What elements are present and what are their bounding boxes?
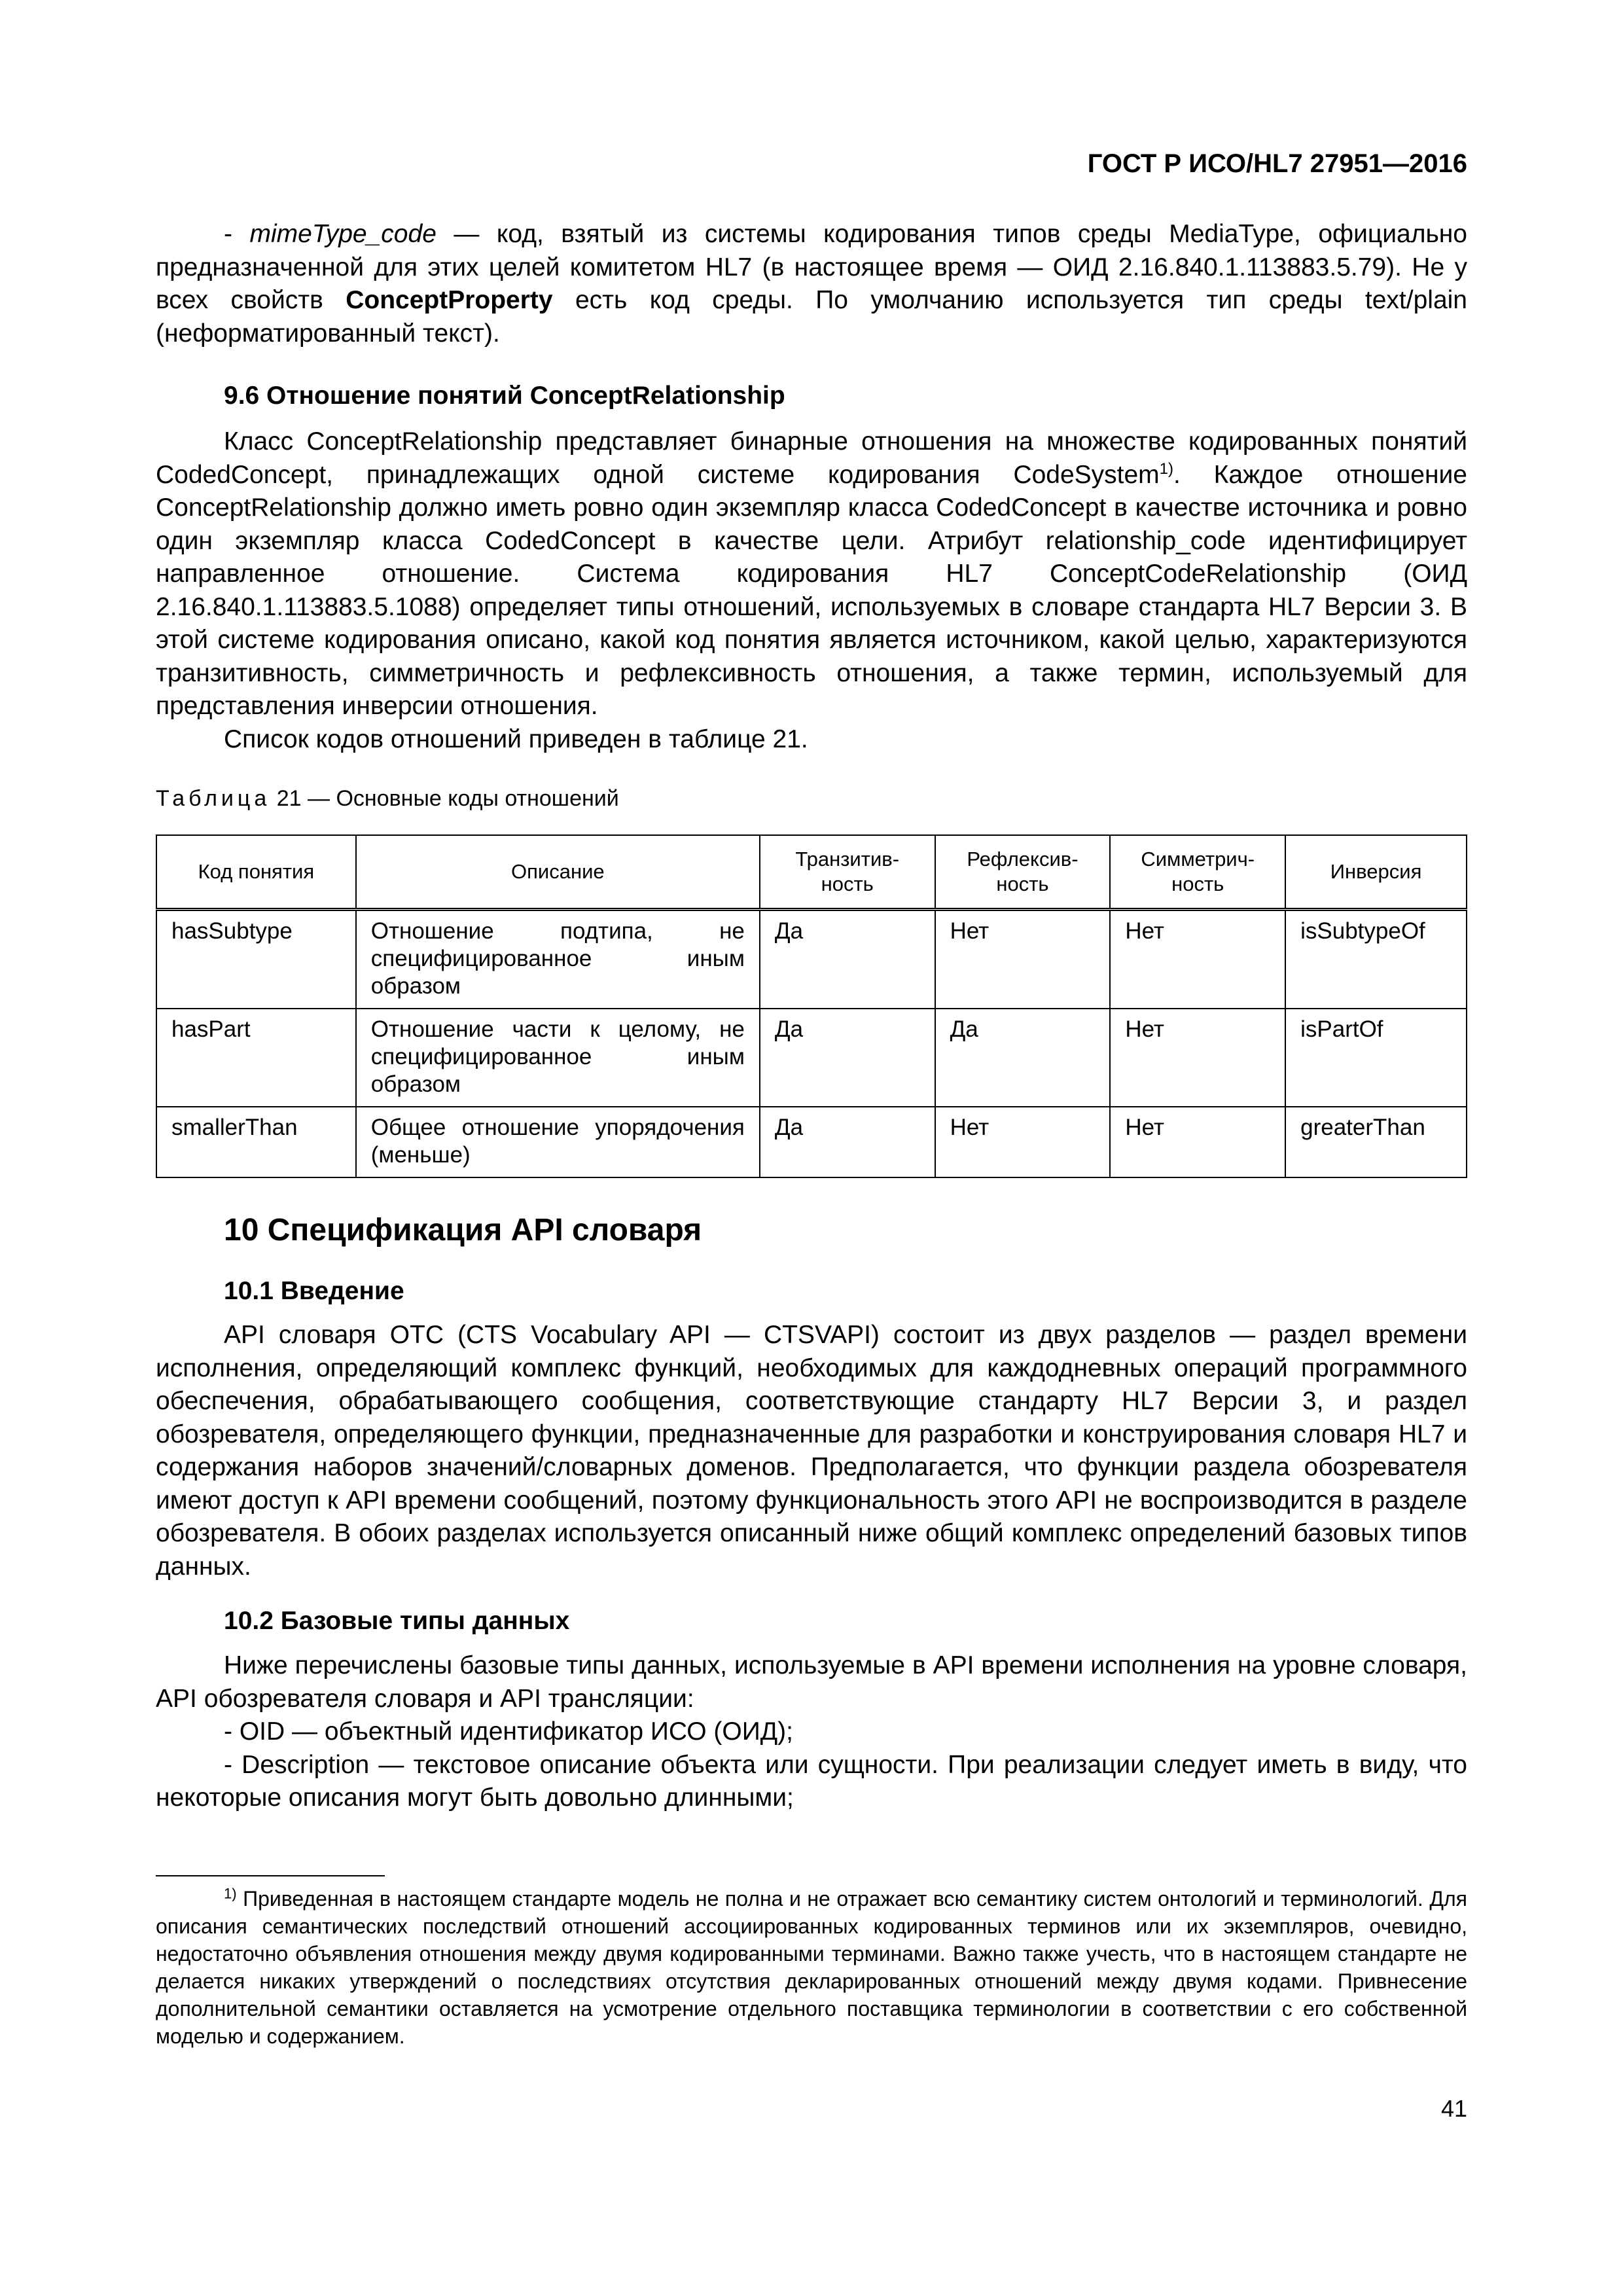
relationship-codes-table: [156, 834, 1467, 1178]
header-reflexivity: Рефлексив-ность: [935, 835, 1111, 910]
header-transitivity: Транзитив-ность: [760, 835, 935, 910]
section-9-6-list-ref: Список кодов отношений приведен в таблице 21.: [224, 725, 808, 753]
list-item: - Description — текстовое описание объекта или сущности. При реализации следует иметь в виду, что некоторые описания могут быть довольно длинными;: [156, 1750, 1467, 1812]
list-item: - OID — объектный идентификатор ИСО (ОИД);: [224, 1717, 793, 1746]
cell-description: Отношение части к целому, не специфицированное иным образом: [356, 1009, 760, 1107]
cell-transitivity: Да: [760, 1009, 935, 1107]
cell-symmetry: Нет: [1110, 910, 1285, 1009]
cell-transitivity: Да: [760, 910, 935, 1009]
intro-text-2: есть код среды. По умолчанию используется тип среды text/plain (неформатированный текст).: [156, 286, 1467, 348]
intro-term: mimeType_code: [249, 220, 437, 248]
cell-description: Отношение подтипа, не специфицированное иным образом: [356, 910, 760, 1009]
section-10-2-title: 10.2 Базовые типы данных: [224, 1607, 570, 1635]
footnote: [156, 1885, 1467, 2050]
section-10-2-paragraph: Ниже перечислены базовые типы данных, используемые в API времени исполнения на уровне словаря, API обозревателя словаря и API трансляции:: [156, 1651, 1467, 1713]
s96-p1-a: Класс ConceptRelationship представляет бинарные отношения на множестве кодированных понятий CodedConcept, принадлежащих одной системе кодирования CodeSystem: [156, 427, 1467, 489]
cell-code: smallerThan: [156, 1107, 356, 1177]
footnote-separator: [156, 1875, 385, 1876]
cell-reflexivity: Да: [935, 1009, 1111, 1107]
table-row: [156, 1107, 1467, 1177]
s96-p1-b: . Каждое отношение ConceptRelationship должно иметь ровно один экземпляр класса CodedConcept в качестве источника и ровно один экземпляр класса CodedConcept в качестве цели. Атрибут relationship_code идентифицирует направленное отношение. Система кодирования HL7 ConceptCodeRelationship (ОИД 2.16.840.1.113883.5.1088) определяет типы отношений, используемых в словаре стандарта HL7 Версии 3. В этой системе кодирования описано, какой код понятия является источником, какой целью, характеризуются транзитивность, симметричность и рефлексивность отношения, а также термин, используемый для представления инверсии отношения.: [156, 460, 1467, 720]
table-caption-label: Таблица: [156, 786, 271, 811]
section-10-1-paragraph: API словаря ОТС (CTS Vocabulary API — CTSVAPI) состоит из двух разделов — раздел времени исполнения, определяющий комплекс функций, необходимых для каждодневных операций программного обеспечения, обрабатывающего сообщения, соответствующие стандарту HL7 Версии 3, и раздел обозревателя, определяющего функции, предназначенные для разработки и конструирования словаря HL7 и содержания наборов значений/словарных доменов. Предполагается, что функции раздела обозревателя имеют доступ к API времени сообщений, поэтому функциональность этого API не воспроизводится в разделе обозревателя. В обоих разделах используется описанный ниже общий комплекс определений базовых типов данных.: [156, 1321, 1467, 1581]
page-number: 41: [1440, 2095, 1467, 2122]
table-row: [156, 910, 1467, 1009]
intro-paragraph: [156, 218, 1467, 350]
cell-description: Общее отношение упорядочения (меньше): [356, 1107, 760, 1177]
cell-inverse: greaterThan: [1285, 1107, 1467, 1177]
cell-code: hasPart: [156, 1009, 356, 1107]
section-9-6-paragraph: [156, 425, 1467, 723]
footnote-text: Приведенная в настоящем стандарте модель не полна и не отражает всю семантику систем онтологий и терминологий. Для описания семантических последствий отношений ассоциированных кодированных терминов или их экземпляров, очевидно, недостаточно объявления отношения между двумя кодированными терминами. Важно также учесть, что в настоящем стандарте не делается никаких утверждений о последствиях отсутствия декларированных отношений между двумя кодами. Привнесение дополнительной семантики оставляется на усмотрение отдельного поставщика терминологии в соответствии с его собственной моделью и содержанием.: [156, 1887, 1467, 2048]
cell-inverse: isPartOf: [1285, 1009, 1467, 1107]
table-caption-text: 21 — Основные коды отношений: [270, 786, 619, 811]
footnote-mark: 1): [224, 1885, 237, 1902]
cell-reflexivity: Нет: [935, 910, 1111, 1009]
section-9-6-title: 9.6 Отношение понятий ConceptRelationship: [224, 382, 785, 410]
section-10-2-body: [156, 1649, 1467, 1815]
cell-transitivity: Да: [760, 1107, 935, 1177]
section-10-title: 10 Спецификация API словаря: [224, 1213, 702, 1247]
header-code: Код понятия: [156, 835, 356, 910]
intro-text-1: — код, взятый из системы кодирования типов среды MediaType, официально предназначенной для этих целей комитетом HL7 (в настоящее время — ОИД 2.16.840.1.113883.5.79). Не у всех свойств: [156, 220, 1467, 314]
section-10-1-title: 10.1 Введение: [224, 1277, 404, 1305]
cell-code: hasSubtype: [156, 910, 356, 1009]
header-symmetry: Симметрич-ность: [1110, 835, 1285, 910]
section-9-6-body: [156, 425, 1467, 756]
table-row: [156, 1009, 1467, 1107]
table-caption: [156, 784, 1467, 813]
cell-reflexivity: Нет: [935, 1107, 1111, 1177]
cell-inverse: isSubtypeOf: [1285, 910, 1467, 1009]
cell-symmetry: Нет: [1110, 1107, 1285, 1177]
header-inverse: Инверсия: [1285, 835, 1467, 910]
cell-symmetry: Нет: [1110, 1009, 1285, 1107]
section-10-1-body: [156, 1319, 1467, 1583]
table-header-row: [156, 835, 1467, 910]
footnote-ref: 1): [1159, 459, 1174, 478]
intro-bold-term: ConceptProperty: [346, 286, 553, 314]
intro-lead: -: [224, 220, 250, 248]
header-description: Описание: [356, 835, 760, 910]
document-header: ГОСТ Р ИСО/HL7 27951—2016: [1087, 149, 1467, 178]
